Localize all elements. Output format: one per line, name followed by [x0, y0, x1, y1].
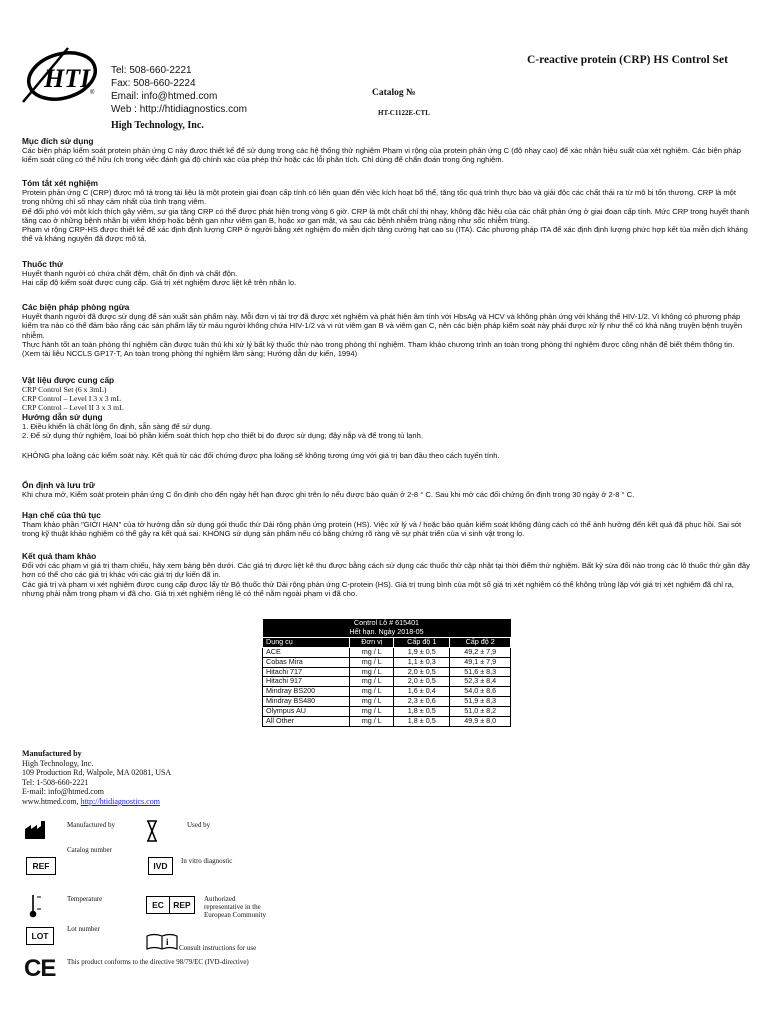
ec-icon: EC: [146, 896, 170, 914]
thermometer-icon: [28, 893, 42, 919]
manufactured-by-label: Manufactured by: [67, 821, 116, 829]
table-cell: 54,0 ± 8,6: [450, 687, 511, 697]
section-limitations: [22, 510, 750, 539]
table-cell: 2,3 ± 0,6: [394, 697, 450, 707]
table-cell: Olympus AU: [263, 707, 350, 717]
lot-icon: LOT: [26, 927, 54, 945]
ce-mark-icon: CE: [24, 955, 56, 982]
book-icon: [146, 932, 178, 950]
manufacturer-heading: Manufactured by: [22, 749, 82, 758]
catalog-number-label: Catalog number: [67, 846, 112, 854]
section-heading: Hạn chế của thủ tục: [22, 510, 101, 520]
section-heading: Kết quả tham khảo: [22, 551, 97, 561]
table-cell: mg / L: [350, 677, 394, 687]
consult-instructions-label: Consult instructions for use: [179, 944, 257, 952]
table-row: [263, 697, 511, 707]
manufacturer-web: [22, 797, 171, 807]
contact-block: [111, 64, 247, 116]
material-item: CRP Control – Level I 3 x 3 mL: [22, 394, 122, 403]
manufacturer-block: [22, 749, 171, 807]
section-line: Hai cấp độ kiểm soát được cung cấp. Giá trị xét nghiệm được liệt kê trên nhãn lọ.: [22, 278, 297, 288]
section-paragraph: Đối với các phạm vi giá trị tham chiếu, hãy xem bảng bên dưới. Các giá trị được liệt kê thu được bằng cách sử dụng các thuốc thử cập nhật tại thời điểm thử nghiệm. Bất kỳ sửa đổi nào trong các lô thuốc thử gần đây hơn có thể cho các giá trị khác với các giá trị dự kiến đã in.: [22, 561, 750, 580]
table-cell: Mindray BS480: [263, 697, 350, 707]
section-body: Khi chưa mở, Kiểm soát protein phản ứng C ổn định cho đến ngày hết hạn được ghi trên lọ nếu được bảo quản ở 2-8 ° C. Sau khi mở các đối chứng ổn định trong 30 ngày ở 2-8 ° C.: [22, 490, 635, 499]
section-heading: Ổn định và lưu trữ: [22, 480, 95, 490]
section-heading: Vật liệu được cung cấp: [22, 375, 115, 385]
table-cell: mg / L: [350, 687, 394, 697]
hti-logo: [18, 44, 102, 106]
section-paragraph: Phạm vi rộng CRP-HS được thiết kế để xác định định lượng CRP ở người bằng xét nghiệm đo miễn dịch tăng cường hạt cao su (ITA). Các phương pháp ITA để xác định định lượng phức hợp kết tủa miễn dịch kháng thể và kháng nguyên đã được mô tả.: [22, 225, 748, 244]
section-paragraph: Các giá trị và phạm vi xét nghiệm được cung cấp được lấy từ Bộ thuốc thử Dải rộng phản ứng C-protein (HS). Giá trị trung bình của một số giá trị xét nghiệm có thể không trùng lặp với giá trị xét nghiệm đã chỉ ra, nhưng phải nằm trong phạm vi đã cho. Giá trị xét nghiệm riêng lẻ có thể nằm ngoài phạm vi đã cho.: [22, 579, 734, 598]
instruction-step: 2. Để sử dụng thử nghiệm, loại bỏ phần kiểm soát thích hợp cho thiết bị đo được sử dụng; đậy nắp và để trong tủ lạnh.: [22, 431, 423, 441]
table-lot: Control Lô # 615401: [263, 619, 511, 628]
column-header: Cấp độ 2: [450, 637, 511, 647]
factory-icon: [24, 820, 48, 840]
table-row: [263, 667, 511, 677]
temperature-label: Temperature: [67, 895, 103, 903]
table-cell: 1,9 ± 0,5: [394, 647, 450, 657]
ref-icon: REF: [26, 857, 56, 875]
section-heading: Tóm tắt xét nghiệm: [22, 178, 99, 188]
section-line: Huyết thanh người có chứa chất đệm, chất ổn định và chất độn.: [22, 269, 238, 278]
column-header: Đơn vị: [350, 637, 394, 647]
section-paragraph: Huyết thanh người đã được sử dụng để sản xuất sản phẩm này. Mỗi đơn vị tài trợ đã được xét nghiệm và phát hiện âm tính với HbsAg và HCV và không phản ứng với kháng thể HIV-1/2. Vì không có phương pháp kiểm tra nào có thể đảm bảo rằng các sản phẩm lấy từ máu người không chứa HIV-1/2 và vi rút viêm gan B và viêm gan C, nên các biện pháp kiểm soát này phải được xử lý như thể có khả năng truyền bệnh truyền nhiễm.: [22, 312, 743, 340]
manufacturer-email[interactable]: E-mail: info@htmed.com: [22, 787, 105, 797]
table-cell: 51,0 ± 8,2: [450, 707, 511, 717]
table-expiry: Hết hạn. Ngày 2018-05: [263, 628, 511, 637]
table-cell: Hitachi 917: [263, 677, 350, 687]
table-cell: 2,0 ± 0,5: [394, 677, 450, 687]
manufacturer-web-plain[interactable]: www.htmed.com,: [22, 796, 79, 806]
lot-number-label: Lot number: [67, 925, 100, 933]
table-cell: mg / L: [350, 707, 394, 717]
table-cell: mg / L: [350, 657, 394, 667]
table-cell: 49,9 ± 8,0: [450, 717, 511, 727]
column-header: Cấp độ 1: [394, 637, 450, 647]
section-precautions: [22, 302, 750, 358]
in-vitro-label: In vitro diagnostic: [181, 857, 233, 865]
section-paragraph: Thực hành tốt an toàn phòng thí nghiệm cần được tuân thủ khi xử lý bất kỳ thuốc thử nào trong phòng thí nghiệm. Tham khảo chương trình an toàn trong phòng thí nghiệm được công nhận để biết thêm thông tin. (Xem tài liệu NCCLS GP17-T, An toàn trong phòng thí nghiệm lâm sàng; Hướng dẫn dự kiến, 1994): [22, 339, 735, 359]
catalog-label: Catalog №: [372, 88, 416, 98]
table-row: [263, 647, 511, 657]
instruction-step: 1. Điều khiển là chất lỏng ổn định, sẵn sàng để sử dụng.: [22, 422, 212, 431]
section-heading: Các biện pháp phòng ngừa: [22, 302, 130, 312]
table-cell: 1,1 ± 0,3: [394, 657, 450, 667]
section-summary: [22, 178, 750, 244]
table-cell: 2,0 ± 0,5: [394, 667, 450, 677]
table-cell: 49,1 ± 7,9: [450, 657, 511, 667]
table-row: [263, 657, 511, 667]
section-reagents: [22, 259, 750, 288]
section-heading: Mục đích sử dụng: [22, 136, 94, 146]
table-row: [263, 717, 511, 727]
column-header: Dụng cụ: [263, 637, 350, 647]
section-body: Tham khảo phần "GIỚI HẠN" của tờ hướng dẫn sử dụng gói thuốc thử Dải rộng phản ứng protein (HS). Việc xử lý và / hoặc bảo quản kiểm soát không đúng cách có thể ảnh hưởng đến kết quả đã phục hồi. Sai sót trong kỹ thuật khảo nghiệm có thể gây ra kết quả sai. KHÔNG sử dụng sản phẩm nếu có bằng chứng rõ ràng về sự phát triển của vi sinh vật trong lọ.: [22, 520, 742, 539]
table-cell: 1,8 ± 0,5: [394, 707, 450, 717]
table-cell: mg / L: [350, 667, 394, 677]
table-cell: Cobas Mira: [263, 657, 350, 667]
svg-text:i: i: [166, 937, 169, 947]
website[interactable]: Web : http://htidiagnostics.com: [111, 104, 247, 115]
section-paragraph: Để đối phó với một kích thích gây viêm, sự gia tăng CRP có thể được phát hiện trong vòng 6 giờ. CRP là một chất chỉ thị nhạy, không đặc hiệu của các chất phản ứng ở giai đoạn cấp tính. Mức CRP trong huyết thanh tăng cao ở những bệnh nhân bị viêm khớp hoặc bệnh gan như viêm gan B, hoặc xơ gan mật, và sau các bệnh nhiễm trùng nặng như sốc nhiễm trùng.: [22, 206, 750, 225]
rep-icon: REP: [169, 896, 195, 914]
control-values-table: [262, 619, 511, 727]
table-cell: 49,2 ± 7,9: [450, 647, 511, 657]
section-stability: [22, 480, 750, 499]
table-cell: 1,6 ± 0,4: [394, 687, 450, 697]
used-by-label: Used by: [187, 821, 211, 829]
manufacturer-tel: Tel: 1-508-660-2221: [22, 777, 89, 787]
company-name: High Technology, Inc.: [111, 120, 204, 131]
table-cell: Mindray BS200: [263, 687, 350, 697]
table-row: [263, 687, 511, 697]
section-body: Các biện pháp kiểm soát protein phản ứng C này được thiết kế để sử dụng trong các hệ thống thử nghiệm Phạm vi rộng của protein phản ứng C (độ nhạy cao) để xác nhận hiệu suất của xét nghiệm. Các biện pháp kiểm soát cũng có thể hữu ích trong việc đánh giá độ chính xác của phép thử hoặc các lỗi phân tích. Chỉ dùng để chẩn đoán trong ống nghiệm.: [22, 146, 741, 165]
fax: Fax: 508-660-2224: [111, 78, 196, 89]
section-purpose: [22, 136, 750, 165]
table-cell: 51,6 ± 8,3: [450, 667, 511, 677]
logo-letters: HTI: [44, 64, 91, 93]
tel: Tel: 508-660-2221: [111, 65, 192, 76]
table-cell: mg / L: [350, 647, 394, 657]
section-expected-values: [22, 551, 750, 598]
manufacturer-web-link[interactable]: http://htidiagnostics.com: [80, 796, 160, 806]
manufacturer-address: 109 Production Rd, Walpole, MA 02081, USA: [22, 768, 172, 778]
table-cell: mg / L: [350, 697, 394, 707]
authorized-rep-label: Authorized representative in the European Community: [204, 895, 267, 919]
table-cell: mg / L: [350, 717, 394, 727]
ce-conformity-label: This product conforms to the directive 98/79/EC (IVD-directive): [67, 958, 249, 966]
table-cell: 52,3 ± 8,4: [450, 677, 511, 687]
table-cell: All Other: [263, 717, 350, 727]
table-cell: Hitachi 717: [263, 667, 350, 677]
table-cell: ACE: [263, 647, 350, 657]
instruction-note: KHÔNG pha loãng các kiểm soát này. Kết quả từ các đối chứng được pha loãng sẽ không tương ứng với giá trị ban đầu theo cách tuyến tính.: [22, 450, 500, 460]
table-cell: 1,8 ± 0,5: [394, 717, 450, 727]
material-item: CRP Control – Level II 3 x 3 mL: [22, 403, 124, 412]
section-heading: Thuốc thử: [22, 259, 64, 269]
table-row: [263, 707, 511, 717]
svg-text:®: ®: [90, 90, 95, 96]
email[interactable]: Email: info@htmed.com: [111, 91, 218, 102]
ivd-icon: IVD: [148, 857, 173, 875]
table-cell: 51,9 ± 8,3: [450, 697, 511, 707]
section-heading-instructions: Hướng dẫn sử dụng: [22, 412, 103, 422]
hourglass-icon: [146, 820, 158, 842]
catalog-number: HT-C1122E-CTL: [378, 109, 430, 117]
section-materials: [22, 375, 750, 460]
manufacturer-name: High Technology, Inc.: [22, 758, 94, 768]
table-row: [263, 677, 511, 687]
material-item: CRP Control Set (6 x 3mL): [22, 385, 107, 394]
section-paragraph: Protein phản ứng C (CRP) được mô tả trong tài liệu là một protein giai đoạn cấp tính có liên quan đến việc kích hoạt bổ thể, tăng tốc quá trình thực bào và giải độc các chất thải ra từ mô bị tổn thương. CRP là một trong những chỉ số nhạy cảm nhất của tình trạng viêm.: [22, 188, 737, 207]
document-title: C-reactive protein (CRP) HS Control Set: [527, 54, 728, 66]
